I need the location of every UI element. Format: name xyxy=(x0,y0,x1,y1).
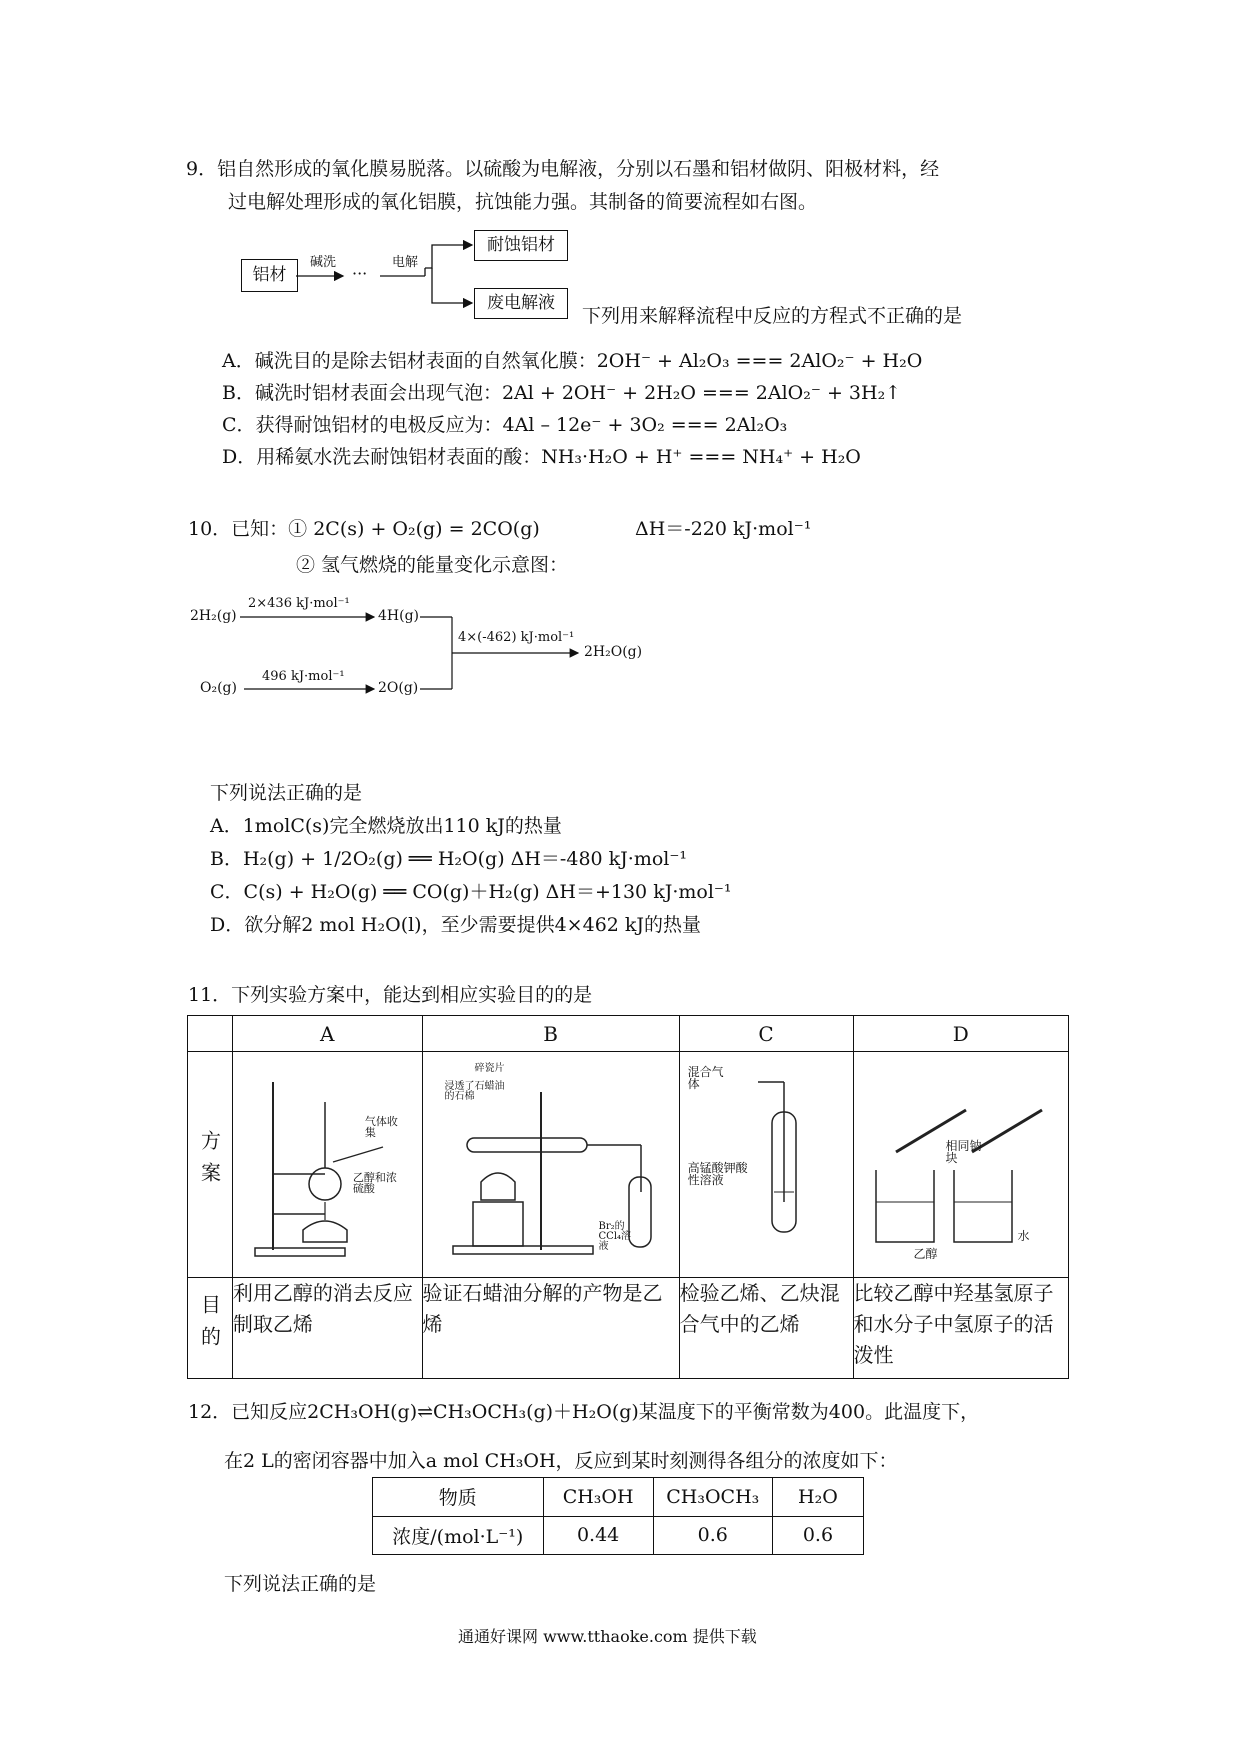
diagram-h2-arrow-label: 2×436 kJ·mol⁻¹ xyxy=(248,596,350,611)
apparatus-c-label-kmno4: 高锰酸钾酸性溶液 xyxy=(687,1161,748,1187)
q12-stem-line1: 12．已知反应2CH₃OH(g)⇌CH₃OCH₃(g)＋H₂O(g)某温度下的平衡常数为400。此温度下， xyxy=(188,1401,980,1423)
diagram-o2-arrow-label: 496 kJ·mol⁻¹ xyxy=(262,669,345,684)
q10-option-c: C．C(s) + H₂O(g) ══ CO(g)＋H₂(g) ΔH＝+130 kJ·mol⁻¹ xyxy=(210,881,732,903)
apparatus-d-label-water: 水 xyxy=(1017,1229,1030,1243)
q12-value-ch3oh: 0.44 xyxy=(543,1516,653,1555)
apparatus-d-drawing xyxy=(854,1052,1070,1278)
q11-scheme-label-cell xyxy=(188,1052,233,1278)
q9-stem-line2: 过电解处理形成的氧化铝膜，抗蚀能力强。其制备的简要流程如右图。 xyxy=(228,191,818,213)
diagram-o: 2O(g) xyxy=(378,680,419,696)
apparatus-b-label-chips: 碎瓷片 xyxy=(474,1063,505,1074)
q10-given-line2: ② 氢气燃烧的能量变化示意图： xyxy=(296,554,569,576)
q12-stem-line2: 在2 L的密闭容器中加入a mol CH₃OH，反应到某时刻测得各组分的浓度如下： xyxy=(224,1450,898,1472)
q11-head-c: C xyxy=(679,1016,853,1052)
q11-experiment-table xyxy=(187,1015,1069,1379)
q9-option-c: C．获得耐蚀铝材的电极反应为：4Al – 12e⁻ + 3O₂ === 2Al₂O₃ xyxy=(222,414,788,436)
apparatus-b-label-bromine: Br₂的CCl₄溶液 xyxy=(598,1221,632,1252)
q11-corner-cell xyxy=(188,1016,233,1052)
q11-purpose-a: 利用乙醇的消去反应制取乙烯 xyxy=(232,1278,422,1379)
q11-head-b: B xyxy=(422,1016,679,1052)
page-footer: 通通好课网 www.tthaoke.com 提供下载 xyxy=(458,1627,757,1646)
q9-stem-line1: 9．铝自然形成的氧化膜易脱落。以硫酸为电解液，分别以石墨和铝材做阴、阳极材料，经 xyxy=(186,158,940,180)
flow-out1-label: 耐蚀铝材 xyxy=(487,235,555,255)
diagram-h2: 2H₂(g) xyxy=(190,608,237,624)
apparatus-a-label-gas: 气体收集 xyxy=(364,1115,398,1139)
flow-step2-label: 电解 xyxy=(392,255,419,270)
flow-start-label: 铝材 xyxy=(252,265,287,285)
diagram-product: 2H₂O(g) xyxy=(584,644,643,660)
q9-option-b: B．碱洗时铝材表面会出现气泡：2Al + 2OH⁻ + 2H₂O === 2AlO₂⁻ + 3H₂↑ xyxy=(222,382,902,404)
apparatus-b-label-asbestos: 浸透了石蜡油的石棉 xyxy=(444,1081,505,1102)
q10-option-b: B．H₂(g) + 1/2O₂(g) ══ H₂O(g) ΔH＝-480 kJ·mol⁻¹ xyxy=(210,848,688,870)
q12-row-label: 浓度/(mol·L⁻¹) xyxy=(373,1516,544,1555)
q10-question: 下列说法正确的是 xyxy=(210,782,363,804)
apparatus-a-drawing xyxy=(233,1052,423,1278)
q10-given-line1: 10．已知：① 2C(s) + O₂(g) = 2CO(g) xyxy=(188,518,540,540)
q12-value-h2o: 0.6 xyxy=(772,1516,863,1555)
diagram-o2: O₂(g) xyxy=(200,680,237,696)
q11-apparatus-b xyxy=(422,1052,679,1278)
q11-purpose-d: 比较乙醇中羟基氢原子和水分子中氢原子的活泼性 xyxy=(853,1278,1068,1379)
q11-apparatus-a xyxy=(232,1052,422,1278)
q9-option-d: D．用稀氨水洗去耐蚀铝材表面的酸：NH₃·H₂O + H⁺ === NH₄⁺ + H₂O xyxy=(222,446,861,468)
flow-ellipsis: ··· xyxy=(352,264,368,283)
apparatus-a-label-reagent: 乙醇和浓硫酸 xyxy=(352,1171,397,1195)
apparatus-c-label-gas: 混合气体 xyxy=(687,1065,724,1091)
q11-purpose-label-cell xyxy=(188,1278,233,1379)
q12-header-ch3och3: CH₃OCH₃ xyxy=(653,1478,772,1517)
q9-question: 下列用来解释流程中反应的方程式不正确的是 xyxy=(582,305,963,327)
diagram-combine-arrow-label: 4×(-462) kJ·mol⁻¹ xyxy=(458,630,575,645)
q12-question: 下列说法正确的是 xyxy=(224,1573,377,1595)
q10-given-dh: ΔH＝-220 kJ·mol⁻¹ xyxy=(635,518,812,540)
q12-concentration-table xyxy=(372,1477,864,1555)
q11-apparatus-c xyxy=(679,1052,853,1278)
q11-apparatus-d xyxy=(853,1052,1068,1278)
flow-out2-label: 废电解液 xyxy=(487,293,555,313)
q11-scheme-label: 方案 xyxy=(197,1130,222,1194)
diagram-h: 4H(g) xyxy=(378,608,420,624)
q10-option-d: D．欲分解2 mol H₂O(l)，至少需要提供4×462 kJ的热量 xyxy=(210,914,702,936)
q11-head-d: D xyxy=(853,1016,1068,1052)
q11-purpose-label: 目的 xyxy=(197,1293,222,1358)
q11-purpose-b: 验证石蜡油分解的产物是乙烯 xyxy=(422,1278,679,1379)
apparatus-d-label-sodium: 相同钠块 xyxy=(945,1139,982,1165)
q11-purpose-c: 检验乙烯、乙炔混合气中的乙烯 xyxy=(679,1278,853,1379)
flow-step1-label: 碱洗 xyxy=(310,255,337,270)
q11-stem: 11．下列实验方案中，能达到相应实验目的的是 xyxy=(188,984,593,1006)
q12-value-ch3och3: 0.6 xyxy=(653,1516,772,1555)
apparatus-d-label-ethanol: 乙醇 xyxy=(913,1247,938,1261)
q9-option-a: A．碱洗目的是除去铝材表面的自然氧化膜：2OH⁻ + Al₂O₃ === 2AlO₂⁻ + H₂O xyxy=(222,350,923,372)
q10-option-a: A．1molC(s)完全燃烧放出110 kJ的热量 xyxy=(210,815,562,837)
q11-head-a: A xyxy=(232,1016,422,1052)
q12-header-ch3oh: CH₃OH xyxy=(543,1478,653,1517)
q12-header-substance: 物质 xyxy=(373,1478,544,1517)
q12-header-h2o: H₂O xyxy=(772,1478,863,1517)
